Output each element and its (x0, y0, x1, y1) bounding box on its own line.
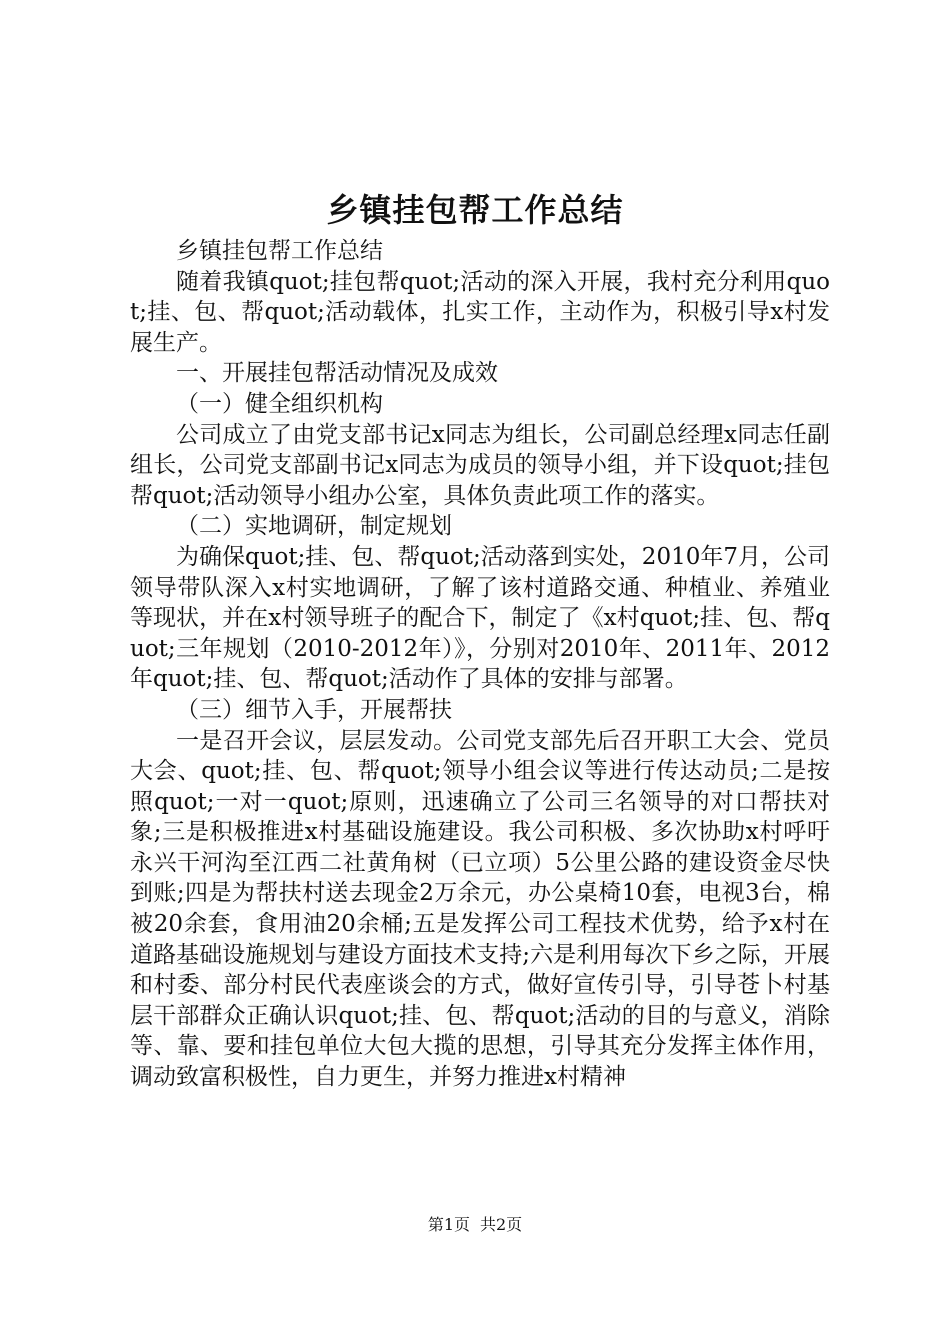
section-heading: 一、开展挂包帮活动情况及成效 (176, 360, 498, 387)
document-body (130, 236, 830, 1093)
paragraph: 随着我镇quot;挂包帮quot;活动的深入开展，我村充分利用quot;挂、包、帮quot;活动载体，扎实工作，主动作为，积极引导x村发展生产。 (130, 268, 830, 356)
subsection-heading: （一）健全组织机构 (176, 390, 383, 417)
page-footer (0, 1213, 950, 1237)
document-title: 乡镇挂包帮工作总结 (326, 191, 624, 229)
paragraph: 乡镇挂包帮工作总结 (176, 238, 383, 264)
page-number: 第1页 (427, 1215, 470, 1234)
page-total: 共2页 (480, 1215, 523, 1234)
paragraph: 公司成立了由党支部书记x同志为组长，公司副总经理x同志任副组长，公司党支部副书记x同志为成员的领导小组，并下设quot;挂包帮quot;活动领导小组办公室，具体负责此项工作的落实。 (130, 421, 830, 509)
paragraph: 为确保quot;挂、包、帮quot;活动落到实处，2010年7月，公司领导带队深入x村实地调研，了解了该村道路交通、种植业、养殖业等现状，并在x村领导班子的配合下，制定了《x村quot;挂、包、帮quot;三年规划（2010-2012年）》，分别对2010年、2011年、2012年quot;挂、包、帮quot;活动作了具体的安排与部署。 (130, 543, 830, 693)
paragraph: 一是召开会议，层层发动。公司党支部先后召开职工大会、党员大会、quot;挂、包、帮quot;领导小组会议等进行传达动员;二是按照quot;一对一quot;原则，迅速确立了公司三名领导的对口帮扶对象;三是积极推进x村基础设施建设。我公司积极、多次协助x村呼吁永兴干河沟至江西二社黄角树（已立项）5公里公路的建设资金尽快到账;四是为帮扶村送去现金2万余元，办公桌椅10套，电视3台，棉被20余套，食用油20余桶;五是发挥公司工程技术优势，给予x村在道路基础设施规划与建设方面技术支持;六是利用每次下乡之际，开展和村委、部分村民代表座谈会的方式，做好宣传引导，引导苍卜村基层干部群众正确认识quot;挂、包、帮quot;活动的目的与意义，消除等、靠、要和挂包单位大包大揽的思想，引导其充分发挥主体作用，调动致富积极性，自力更生，并努力推进x村精神 (130, 727, 830, 1091)
subsection-heading: （二）实地调研，制定规划 (176, 513, 452, 540)
subsection-heading: （三）细节入手，开展帮扶 (176, 696, 452, 723)
